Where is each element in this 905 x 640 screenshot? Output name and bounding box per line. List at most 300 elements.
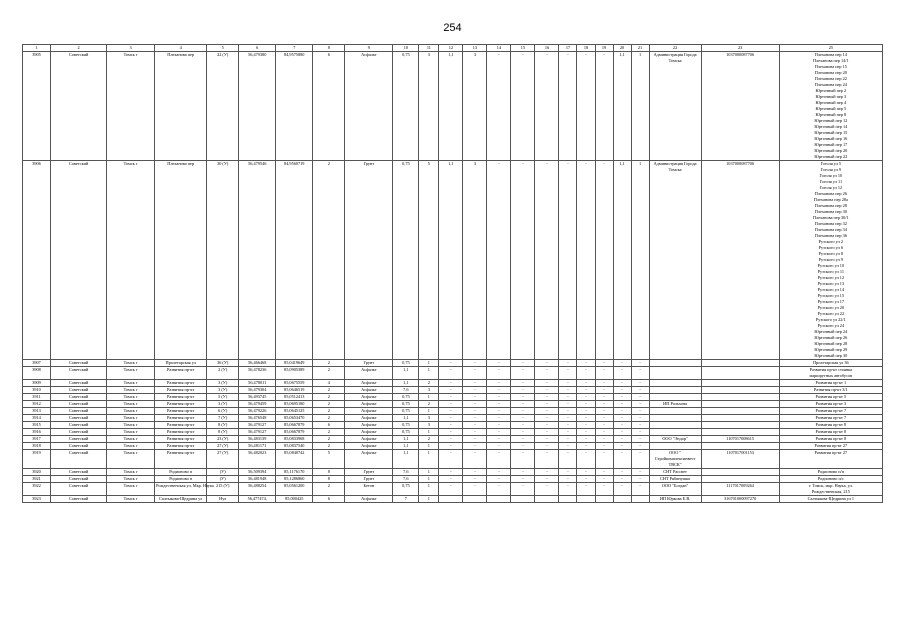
table-cell: Асфальт xyxy=(345,429,393,436)
table-cell: Советский xyxy=(51,443,107,450)
table-cell: 1037000087706 xyxy=(701,52,779,161)
table-cell: - xyxy=(577,52,595,161)
table-cell: - xyxy=(613,483,631,496)
table-cell xyxy=(487,496,511,503)
table-cell: 7,6 xyxy=(393,387,419,394)
table-cell: СНТ Рассвет xyxy=(649,469,701,476)
table-cell: - xyxy=(439,408,463,415)
table-cell: Плеханова пер xyxy=(155,52,207,161)
table-cell: 3 xyxy=(419,422,439,429)
table-cell: - xyxy=(487,483,511,496)
table-cell: 1,1 xyxy=(393,367,419,380)
table-cell: - xyxy=(535,394,559,401)
table-cell: - xyxy=(439,450,463,469)
table-cell: 3915 xyxy=(23,422,51,429)
address-line: Родионово п/с xyxy=(817,476,844,481)
address-line: Рузского ул 13 xyxy=(817,281,845,286)
table-cell: Томск г xyxy=(107,408,155,415)
table-cell: - xyxy=(577,469,595,476)
table-cell: - xyxy=(511,429,535,436)
header-cell: 7 xyxy=(276,45,313,52)
table-cell: - xyxy=(577,367,595,380)
table-cell: - xyxy=(631,387,649,394)
table-cell: Администрация Города Томска xyxy=(649,52,701,161)
table-cell xyxy=(701,415,779,422)
table-cell: - xyxy=(559,367,577,380)
address-line: Гоголя ул 11 xyxy=(819,179,843,184)
address-line: Плеханова пер 34 xyxy=(814,227,847,232)
table-cell xyxy=(649,429,701,436)
table-cell: - xyxy=(535,52,559,161)
address-line: Развития пр-кт 8 xyxy=(815,422,847,427)
table-cell: Асфальт xyxy=(345,380,393,387)
table-cell: - xyxy=(463,476,487,483)
table-cell: 3 xyxy=(463,52,487,161)
table-cell: 3920 xyxy=(23,469,51,476)
table-cell: 0,75 xyxy=(393,483,419,496)
address-line: Плеханова пер 22 xyxy=(814,76,847,81)
table-row xyxy=(23,450,883,469)
table-cell: Томск г xyxy=(107,483,155,496)
table-cell: - xyxy=(613,360,631,367)
table-cell: 56,488254 xyxy=(239,483,276,496)
table-cell: (У) xyxy=(207,469,239,476)
table-cell: 56,481948 xyxy=(239,476,276,483)
table-cell: - xyxy=(535,380,559,387)
table-cell: 3906 xyxy=(23,161,51,360)
address-list-cell xyxy=(779,360,882,367)
table-cell: Асфальт xyxy=(345,387,393,394)
table-cell: Томск г xyxy=(107,161,155,360)
table-cell: 85,1176170 xyxy=(276,469,313,476)
table-cell: - xyxy=(631,469,649,476)
table-cell: - xyxy=(535,443,559,450)
table-cell: Развития пр-кт xyxy=(155,387,207,394)
address-line: Гоголя ул 10 xyxy=(819,173,843,178)
table-cell xyxy=(649,380,701,387)
table-cell: - xyxy=(511,52,535,161)
table-cell: - xyxy=(487,367,511,380)
table-cell: 3909 xyxy=(23,380,51,387)
table-cell: - xyxy=(631,476,649,483)
table-cell: 3923 xyxy=(23,496,51,503)
table-cell: - xyxy=(595,483,613,496)
table-cell: - xyxy=(613,401,631,408)
table-cell: - xyxy=(631,415,649,422)
header-cell: 25 xyxy=(779,45,882,52)
table-row xyxy=(23,387,883,394)
table-cell: 85,000425 xyxy=(276,496,313,503)
table-cell: Грунт xyxy=(345,360,393,367)
table-cell: - xyxy=(487,387,511,394)
table-cell: Администрация Города Томска xyxy=(649,161,701,360)
table-cell: 3917 xyxy=(23,436,51,443)
address-line: Рузского ул 22/1 xyxy=(815,317,846,322)
table-cell: 2 xyxy=(313,408,345,415)
address-line: Юрточный пер 20 xyxy=(814,148,848,153)
table-cell: - xyxy=(631,483,649,496)
table-cell: - xyxy=(487,429,511,436)
table-cell: - xyxy=(613,436,631,443)
table-cell: - xyxy=(463,367,487,380)
address-line: Юрточный пер 2 xyxy=(815,88,847,93)
table-cell: - xyxy=(463,443,487,450)
table-cell: 5 xyxy=(313,450,345,469)
address-line: Рузского ул 22 xyxy=(817,311,845,316)
table-cell: - xyxy=(439,380,463,387)
address-line: Рузского ул 12 xyxy=(817,275,845,280)
table-cell xyxy=(463,496,487,503)
address-list-cell xyxy=(779,161,882,360)
table-cell: - xyxy=(535,360,559,367)
table-cell: - xyxy=(559,476,577,483)
table-cell: 6 (У) xyxy=(207,408,239,415)
address-line: Рузского ул 11 xyxy=(817,269,845,274)
table-cell: (У) xyxy=(207,476,239,483)
table-cell: 2 xyxy=(313,436,345,443)
table-cell: - xyxy=(631,380,649,387)
address-line: Гоголя ул 12 xyxy=(819,185,843,190)
table-cell: 1 xyxy=(419,483,439,496)
table-cell: 56,483139 xyxy=(239,436,276,443)
table-cell: 8 xyxy=(313,469,345,476)
table-cell: 3916 xyxy=(23,429,51,436)
table-cell: - xyxy=(613,450,631,469)
table-row xyxy=(23,429,883,436)
address-list-cell xyxy=(779,387,882,394)
table-row xyxy=(23,52,883,161)
table-cell: Асфальт xyxy=(345,496,393,503)
address-line: Юрточный пер 28 xyxy=(814,341,848,346)
table-cell xyxy=(701,387,779,394)
table-cell: 3 xyxy=(419,52,439,161)
table-cell: ООО "Эндор" xyxy=(649,436,701,443)
table-cell: 56,509394 xyxy=(239,469,276,476)
table-cell: 36 (У) xyxy=(207,360,239,367)
table-cell: - xyxy=(559,469,577,476)
table-cell xyxy=(649,415,701,422)
table-cell: 56,479304 xyxy=(239,387,276,394)
table-cell: 56,479546 xyxy=(239,161,276,360)
table-cell: Советский xyxy=(51,429,107,436)
table-cell: Советский xyxy=(51,469,107,476)
header-cell: 9 xyxy=(345,45,393,52)
table-cell: 85,0695180 xyxy=(276,401,313,408)
address-line: Рузского ул 9 xyxy=(818,257,844,262)
address-line: Рузского ул 10 xyxy=(817,263,845,268)
table-cell: 7 (У) xyxy=(207,415,239,422)
address-line: Рузского ул 24 xyxy=(817,323,845,328)
table-cell: 1 xyxy=(419,408,439,415)
table-cell: 0,75 xyxy=(393,394,419,401)
table-cell: - xyxy=(595,367,613,380)
table-cell: Асфальт xyxy=(345,443,393,450)
table-cell: - xyxy=(511,422,535,429)
table-cell: 3914 xyxy=(23,415,51,422)
address-list-cell xyxy=(779,436,882,443)
table-cell: 3910 xyxy=(23,387,51,394)
table-cell: 3 (У) xyxy=(207,401,239,408)
table-cell: - xyxy=(595,52,613,161)
table-cell: - xyxy=(511,408,535,415)
table-cell: - xyxy=(613,380,631,387)
table-cell: Советский xyxy=(51,476,107,483)
table-cell: - xyxy=(511,443,535,450)
table-cell: - xyxy=(463,387,487,394)
table-cell: - xyxy=(535,415,559,422)
address-line: Плеханова пер 36 xyxy=(814,233,847,238)
table-cell: ИП Юркова Е.В. xyxy=(649,496,701,503)
address-line: Юрточный пер 22 xyxy=(814,154,848,159)
table-cell: 2 xyxy=(313,429,345,436)
table-cell: - xyxy=(577,387,595,394)
table-cell: - xyxy=(595,429,613,436)
table-cell: - xyxy=(577,401,595,408)
table-cell: - xyxy=(595,401,613,408)
address-line: Развития пр-кт 27 xyxy=(814,450,848,455)
table-cell: - xyxy=(577,476,595,483)
address-line: Рождественская, 215 xyxy=(811,489,850,494)
table-cell: 85,0675559 xyxy=(276,380,313,387)
table-cell: - xyxy=(559,52,577,161)
header-cell: 8 xyxy=(313,45,345,52)
table-cell: 56,479226 xyxy=(239,408,276,415)
table-cell: - xyxy=(595,422,613,429)
table-cell: - xyxy=(577,360,595,367)
address-list-cell xyxy=(779,367,882,380)
address-line: Развития пр-кт стоянка xyxy=(809,367,853,372)
table-row xyxy=(23,496,883,503)
table-cell: - xyxy=(595,380,613,387)
header-cell: 11 xyxy=(419,45,439,52)
table-cell: 3 (У) xyxy=(207,387,239,394)
table-cell: 56,479380 xyxy=(239,52,276,161)
table-cell xyxy=(701,429,779,436)
table-cell: 1107017008615 xyxy=(701,436,779,443)
table-cell xyxy=(511,496,535,503)
table-cell: - xyxy=(577,161,595,360)
header-cell: 14 xyxy=(487,45,511,52)
table-cell: Развития пр-кт xyxy=(155,380,207,387)
table-row xyxy=(23,436,883,443)
table-cell: - xyxy=(631,360,649,367)
address-line: Рузского ул 15 xyxy=(817,293,845,298)
header-cell: 4 xyxy=(155,45,207,52)
table-cell xyxy=(649,360,701,367)
table-cell: Советский xyxy=(51,483,107,496)
table-cell: - xyxy=(559,360,577,367)
address-line: Развития пр-кт 5 xyxy=(815,394,847,399)
table-cell: - xyxy=(511,401,535,408)
header-cell: 18 xyxy=(577,45,595,52)
address-line: Юрточный пер 4 xyxy=(815,100,847,105)
table-cell: - xyxy=(439,415,463,422)
table-cell: - xyxy=(577,443,595,450)
table-cell: 85,0837540 xyxy=(276,443,313,450)
table-cell: 0,75 xyxy=(393,52,419,161)
header-cell: 17 xyxy=(559,45,577,52)
table-cell: Родионово п xyxy=(155,469,207,476)
table-cell: 85,0653470 xyxy=(276,415,313,422)
table-cell: 1 xyxy=(631,52,649,161)
table-cell: Асфальт xyxy=(345,394,393,401)
table-cell: 27 (У) xyxy=(207,443,239,450)
table-cell: Советский xyxy=(51,367,107,380)
table-cell: Бетон xyxy=(345,483,393,496)
table-cell: 2 xyxy=(419,401,439,408)
table-cell: 56,476548 xyxy=(239,415,276,422)
table-cell: 0,75 xyxy=(393,422,419,429)
table-cell: 1 xyxy=(419,360,439,367)
table-cell xyxy=(649,367,701,380)
table-cell: - xyxy=(595,408,613,415)
table-cell: - xyxy=(577,436,595,443)
table-cell: - xyxy=(559,429,577,436)
table-cell: 2 xyxy=(313,387,345,394)
table-cell: 3907 xyxy=(23,360,51,367)
table-cell: 85,1286860 xyxy=(276,476,313,483)
table-cell: - xyxy=(463,436,487,443)
table-cell: - xyxy=(463,483,487,496)
table-row xyxy=(23,401,883,408)
table-cell: 2 xyxy=(313,443,345,450)
address-line: Юрточный пер 12 xyxy=(814,118,848,123)
table-cell: - xyxy=(511,161,535,360)
table-cell: 3918 xyxy=(23,443,51,450)
address-list-cell xyxy=(779,415,882,422)
table-cell: - xyxy=(463,422,487,429)
table-cell: СНТ Рябинушка xyxy=(649,476,701,483)
header-cell: 22 xyxy=(649,45,701,52)
table-cell: 1,1 xyxy=(393,450,419,469)
table-cell: - xyxy=(595,469,613,476)
table-cell: 2 xyxy=(419,436,439,443)
table-cell: - xyxy=(439,367,463,380)
table-cell: - xyxy=(613,429,631,436)
table-cell: 84,9575880 xyxy=(276,52,313,161)
table-cell: Томск г xyxy=(107,436,155,443)
address-line: Развития пр-кт 3/1 xyxy=(813,387,848,392)
table-cell: - xyxy=(511,450,535,469)
table-cell: Асфальт xyxy=(345,52,393,161)
table-cell: 1 xyxy=(419,394,439,401)
header-cell: 16 xyxy=(535,45,559,52)
address-line: Плеханова пер 30/1 xyxy=(813,215,849,220)
table-cell: 215 (У) xyxy=(207,483,239,496)
address-line: Плеханова пер 24 xyxy=(814,82,847,87)
header-cell: 3 xyxy=(107,45,155,52)
table-cell xyxy=(701,401,779,408)
table-cell: 2 xyxy=(313,360,345,367)
table-cell: - xyxy=(511,367,535,380)
table-cell: 3913 xyxy=(23,408,51,415)
address-line: Юрточный пер 30 xyxy=(814,353,848,358)
table-cell: 1 xyxy=(419,476,439,483)
table-cell: 1 xyxy=(419,443,439,450)
table-cell: 1107017001153 xyxy=(701,450,779,469)
table-cell: - xyxy=(631,429,649,436)
table-cell: 1 xyxy=(419,429,439,436)
address-line: Юрточный пер 8 xyxy=(815,112,847,117)
table-cell: Томск г xyxy=(107,380,155,387)
table-cell: - xyxy=(613,408,631,415)
table-cell: 8 (У) xyxy=(207,429,239,436)
table-cell: 56,493745 xyxy=(239,394,276,401)
table-cell: Развития пр-кт xyxy=(155,450,207,469)
table-cell: Томск г xyxy=(107,401,155,408)
table-cell: - xyxy=(487,394,511,401)
table-cell: 4 xyxy=(313,380,345,387)
table-cell: - xyxy=(559,450,577,469)
table-cell: 85,0419649 xyxy=(276,360,313,367)
address-list-cell xyxy=(779,422,882,429)
address-line: Рузского ул 2 xyxy=(818,239,844,244)
table-cell: - xyxy=(631,436,649,443)
header-cell: 13 xyxy=(463,45,487,52)
address-line: Плеханова пер 14 xyxy=(814,52,847,57)
table-cell: - xyxy=(631,367,649,380)
table-cell xyxy=(649,387,701,394)
table-cell: 85,0840742 xyxy=(276,450,313,469)
table-cell: 2 xyxy=(313,483,345,496)
table-cell: 316701000097270 xyxy=(701,496,779,503)
table-cell: 0,75 xyxy=(393,360,419,367)
table-cell: 85,0646519 xyxy=(276,387,313,394)
table-cell: 84,9560719 xyxy=(276,161,313,360)
table-cell: Пролетарская ул xyxy=(155,360,207,367)
table-cell: 1,1 xyxy=(393,415,419,422)
table-cell: 3921 xyxy=(23,476,51,483)
table-cell: 56,482023 xyxy=(239,450,276,469)
table-cell: - xyxy=(463,429,487,436)
table-cell: - xyxy=(595,387,613,394)
table-cell: - xyxy=(535,401,559,408)
table-cell: - xyxy=(463,360,487,367)
table-cell: - xyxy=(439,360,463,367)
table-cell: - xyxy=(631,401,649,408)
table-cell: - xyxy=(535,469,559,476)
address-line: Развития пр-кт 7 xyxy=(815,415,847,420)
table-cell: - xyxy=(535,387,559,394)
table-cell: 56,477474, xyxy=(239,496,276,503)
table-cell: 2 xyxy=(313,415,345,422)
table-cell: - xyxy=(577,415,595,422)
table-cell: Томск г xyxy=(107,443,155,450)
table-cell: 85,0561200 xyxy=(276,483,313,496)
table-cell: 6 xyxy=(313,52,345,161)
table-cell: - xyxy=(511,476,535,483)
table-cell xyxy=(701,394,779,401)
table-cell: - xyxy=(487,360,511,367)
table-cell: - xyxy=(595,360,613,367)
table-cell: - xyxy=(613,394,631,401)
table-cell: - xyxy=(439,436,463,443)
address-line: Развития пр-кт 27 xyxy=(814,443,848,448)
table-cell: Советский xyxy=(51,436,107,443)
table-cell: - xyxy=(613,469,631,476)
table-cell: - xyxy=(511,387,535,394)
table-cell: - xyxy=(463,415,487,422)
table-cell: 1,1 xyxy=(439,52,463,161)
address-list-cell xyxy=(779,483,882,496)
table-cell xyxy=(649,394,701,401)
header-cell: 1 xyxy=(23,45,51,52)
table-cell: Развития пр-кт xyxy=(155,408,207,415)
address-list-cell xyxy=(779,52,882,161)
table-row xyxy=(23,422,883,429)
address-line: Развития пр-кт 8 xyxy=(815,429,847,434)
table-cell: 3912 xyxy=(23,401,51,408)
